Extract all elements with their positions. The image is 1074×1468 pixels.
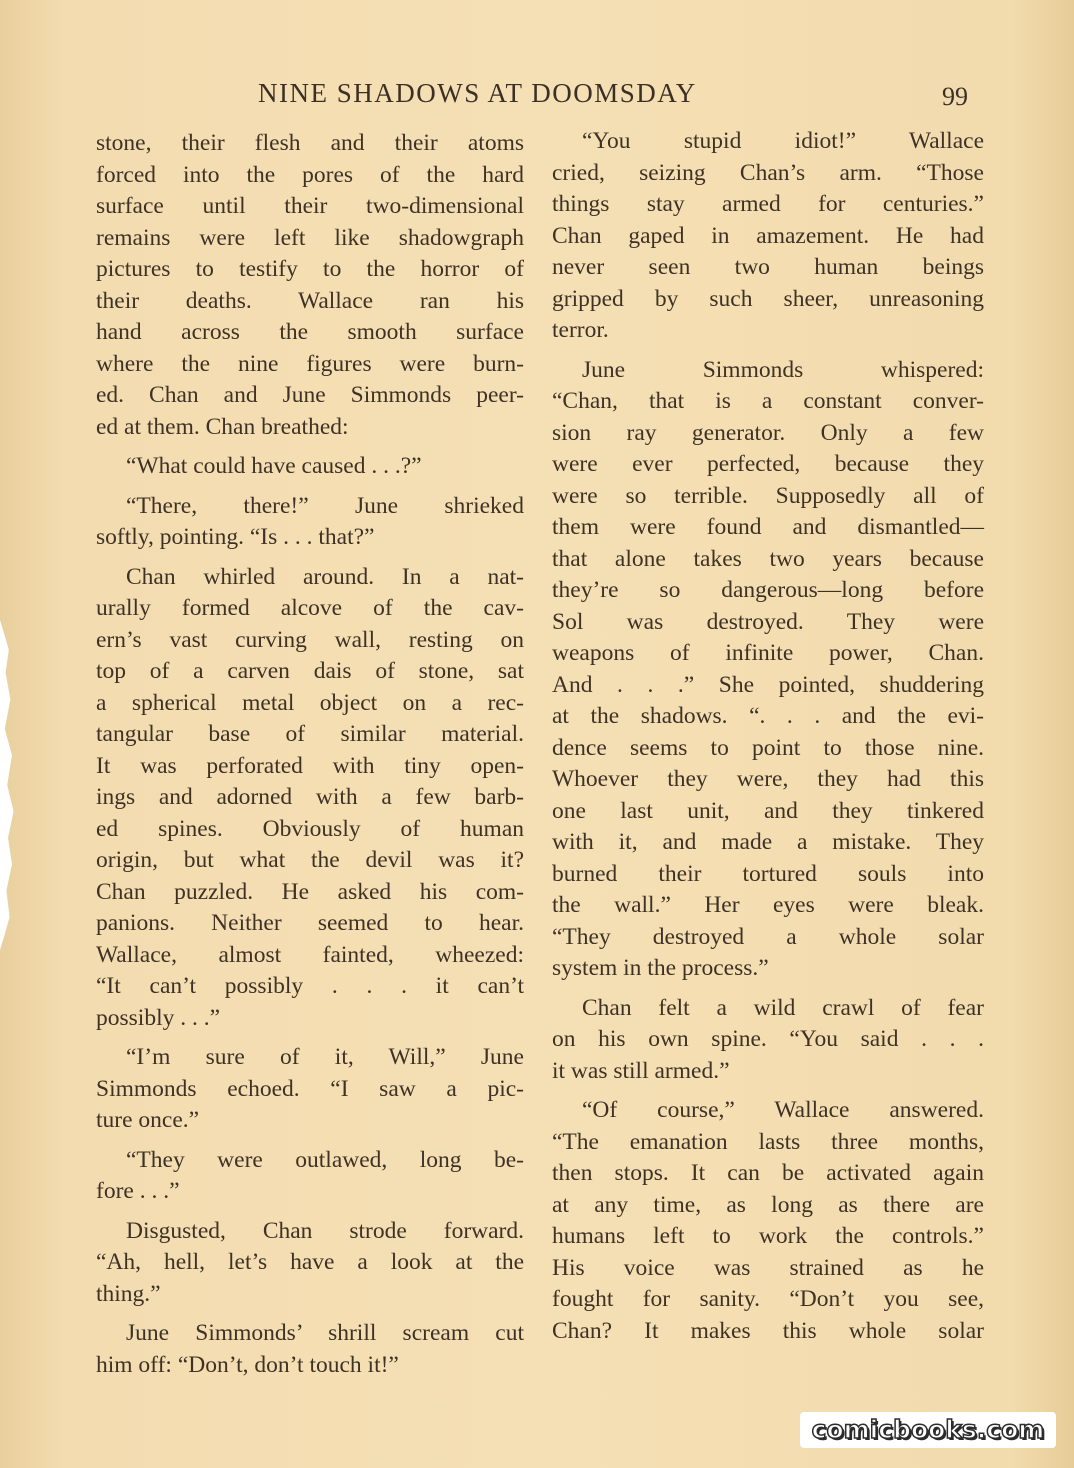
left-column-line: panions. Neither seemed to hear. (96, 910, 524, 936)
right-column-line: they’re so dangerous—long before (552, 577, 984, 603)
right-column-line: cried, seizing Chan’s arm. “Those (552, 159, 984, 186)
right-column-line: Whoever they were, they had this (552, 766, 984, 792)
paragraph-gap (96, 1208, 524, 1216)
right-column-line: “Chan, that is a constant conver- (552, 388, 984, 414)
left-column-line: him off: “Don’t, don’t touch it!” (96, 1351, 399, 1378)
left-column-line: forced into the pores of the hard (96, 161, 524, 188)
right-column-line: then stops. It can be activated again (552, 1160, 984, 1186)
paragraph-gap (96, 1034, 524, 1042)
left-column-line: Disgusted, Chan strode forward. (126, 1217, 524, 1244)
left-column-line: surface until their two-dimensional (96, 193, 524, 219)
right-column-line: gripped by such sheer, unreasoning (552, 285, 984, 312)
paragraph-gap (96, 483, 524, 491)
left-column-line: Chan puzzled. He asked his com- (96, 878, 524, 905)
watermark-logo: comicbooks.com (800, 1412, 1056, 1448)
left-column-line: June Simmonds’ shrill scream cut (126, 1320, 524, 1346)
running-header (0, 72, 1074, 122)
right-column-line: humans left to work the controls.” (552, 1223, 984, 1249)
left-text-column (96, 128, 524, 1381)
right-column-line: June Simmonds whispered: (582, 356, 984, 383)
right-column-line: sion ray generator. Only a few (552, 419, 984, 446)
left-column-line: “I’m sure of it, Will,” June (126, 1044, 524, 1070)
left-column-line: thing.” (96, 1280, 161, 1307)
left-column-line: It was perforated with tiny open- (96, 752, 524, 779)
left-column-line: where the nine figures were burn- (96, 350, 524, 377)
right-column-line: “You stupid idiot!” Wallace (582, 128, 984, 154)
right-column-line: at any time, as long as there are (552, 1191, 984, 1218)
right-column-line: system in the process.” (552, 955, 769, 981)
right-column-line: one last unit, and they tinkered (552, 797, 984, 824)
right-column-line: things stay armed for centuries.” (552, 191, 984, 217)
left-column-line: possibly . . .” (96, 1004, 221, 1031)
right-column-line: Sol was destroyed. They were (552, 608, 984, 635)
right-column-line: that alone takes two years because (552, 545, 984, 572)
left-column-line: hand across the smooth surface (96, 319, 524, 345)
right-column-line: “They destroyed a whole solar (552, 923, 984, 950)
right-column-line: burned their tortured souls into (552, 860, 984, 887)
paragraph-gap (96, 554, 524, 562)
right-column-line: were ever perfected, because they (552, 451, 984, 477)
paragraph-gap (552, 985, 984, 993)
right-column-line: terror. (552, 317, 609, 343)
paragraph-gap (96, 1310, 524, 1318)
running-title: NINE SHADOWS AT DOOMSDAY (258, 78, 697, 108)
left-column-line: origin, but what the devil was it? (96, 847, 524, 873)
left-column-line: fore . . .” (96, 1178, 180, 1204)
left-column-line: “It can’t possibly . . . it can’t (96, 973, 524, 999)
left-column-line: ture once.” (96, 1107, 200, 1133)
left-column-line: urally formed alcove of the cav- (96, 595, 524, 621)
right-text-column (552, 126, 984, 1347)
right-column-line: His voice was strained as he (552, 1254, 984, 1281)
left-column-line: a spherical metal object on a rec- (96, 689, 524, 716)
right-column-line: at the shadows. “. . . and the evi- (552, 703, 984, 729)
left-column-line: Simmonds echoed. “I saw a pic- (96, 1075, 524, 1102)
left-column-line: Chan whirled around. In a nat- (126, 563, 524, 590)
left-column-line: top of a carven dais of stone, sat (96, 658, 524, 684)
right-column-line: with it, and made a mistake. They (552, 829, 984, 855)
torn-page-edge (0, 620, 40, 950)
left-column-line: pictures to testify to the horror of (96, 256, 524, 282)
paragraph-gap (96, 1137, 524, 1145)
paragraph-gap (552, 347, 984, 355)
right-column-line: the wall.” Her eyes were bleak. (552, 892, 984, 918)
left-column-line: softly, pointing. “Is . . . that?” (96, 524, 375, 550)
page-number: 99 (942, 82, 968, 111)
right-column-line: “The emanation lasts three months, (552, 1128, 984, 1155)
right-column-line: dence seems to point to those nine. (552, 734, 984, 761)
right-column-line: were so terrible. Supposedly all of (552, 482, 984, 509)
left-column-line: “What could have caused . . .?” (126, 453, 422, 479)
right-column-line: And . . .” She pointed, shuddering (552, 671, 984, 698)
right-column-line: them were found and dismantled— (552, 514, 984, 540)
paragraph-gap (552, 1087, 984, 1095)
left-column-line: ed. Chan and June Simmonds peer- (96, 382, 524, 408)
right-column-line: weapons of infinite power, Chan. (552, 640, 984, 666)
left-column-line: tangular base of similar material. (96, 721, 524, 747)
right-column-line: Chan? It makes this whole solar (552, 1317, 984, 1344)
left-column-line: ed spines. Obviously of human (96, 815, 524, 842)
right-column-line: it was still armed.” (552, 1057, 730, 1084)
left-column-line: “Ah, hell, let’s have a look at the (96, 1249, 524, 1275)
left-column-line: stone, their flesh and their atoms (96, 130, 524, 156)
paragraph-gap (96, 443, 524, 451)
right-column-line: never seen two human beings (552, 254, 984, 280)
left-column-line: their deaths. Wallace ran his (96, 287, 524, 314)
left-column-line: Wallace, almost fainted, wheezed: (96, 941, 524, 968)
right-column-line: Chan gaped in amazement. He had (552, 222, 984, 249)
left-column-line: ed at them. Chan breathed: (96, 413, 349, 440)
left-column-line: “There, there!” June shrieked (126, 492, 524, 519)
left-column-line: remains were left like shadowgraph (96, 224, 524, 251)
right-column-line: Chan felt a wild crawl of fear (582, 994, 984, 1021)
right-column-line: fought for sanity. “Don’t you see, (552, 1286, 984, 1312)
right-column-line: on his own spine. “You said . . . (552, 1026, 984, 1052)
left-column-line: ern’s vast curving wall, resting on (96, 626, 524, 653)
left-column-line: “They were outlawed, long be- (126, 1146, 524, 1173)
right-column-line: “Of course,” Wallace answered. (582, 1097, 984, 1123)
left-column-line: ings and adorned with a few barb- (96, 784, 524, 810)
